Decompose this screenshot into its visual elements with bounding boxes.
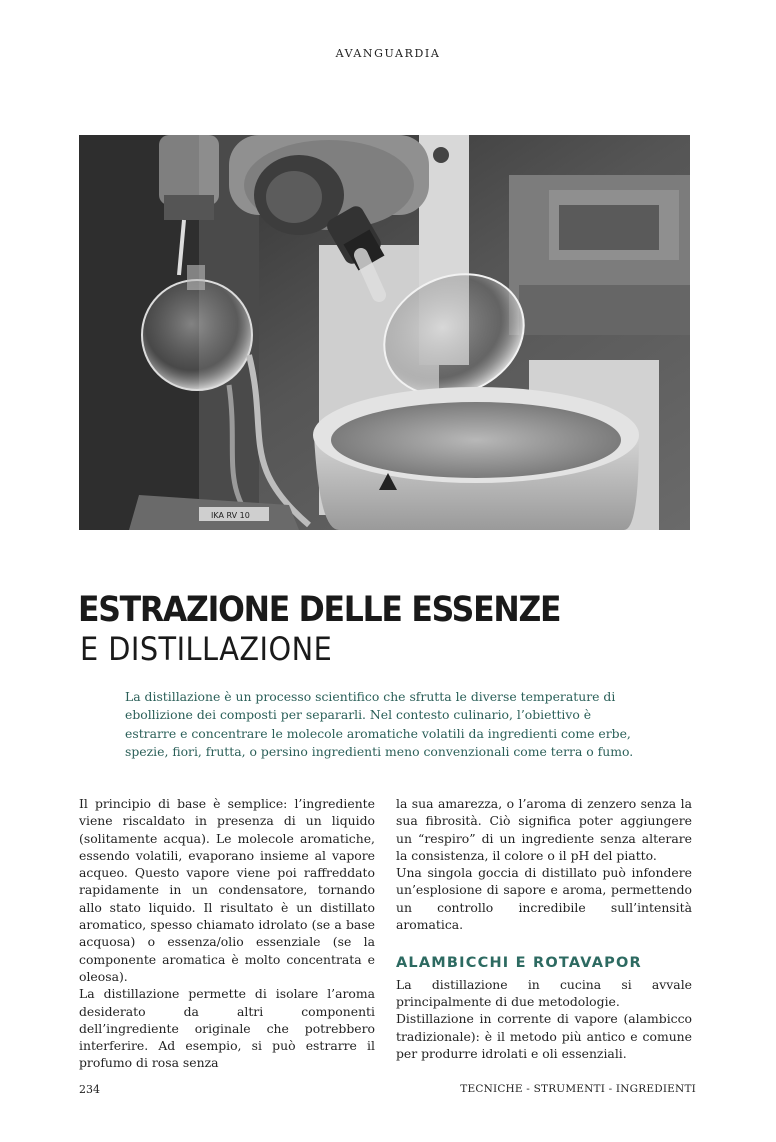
body-paragraph: la sua amarezza, o l’aroma di zenzero senza la sua fibrosità. Ciò significa poter aggiungere un “respiro” di un ingrediente senza alterare la consistenza, il colore o il pH del piatto.: [396, 796, 692, 863]
left-column: [79, 795, 375, 1072]
body-paragraph: Una singola goccia di distillato può infondere un’esplosione di sapore e aroma, permettendo un controllo incredibile sull’intensità aromatica.: [396, 865, 692, 933]
body-paragraph: La distillazione in cucina si avvale principalmente di due metodologie.: [396, 976, 692, 1009]
section-heading: ALAMBICCHI E ROTAVAPOR: [396, 955, 642, 972]
running-head: AVANGUARDIA: [335, 47, 441, 60]
body-paragraph: Distillazione in corrente di vapore (alambicco tradizionale): è il metodo più antico e comune per produrre idrolati e oli essenziali.: [396, 1011, 692, 1061]
body-paragraph: La distillazione permette di isolare l’aroma desiderato da altri componenti dell’ingrediente originale che potrebbero interferire. Ad esempio, si può estrarre il profumo di rosa senza: [79, 986, 375, 1071]
body-paragraph: Il principio di base è semplice: l’ingrediente viene riscaldato in presenza di un liquido (solitamente acqua). Le molecole aromatiche, essendo volatili, evaporano insieme al vapore acqueo. Questo vapore viene poi raffreddato rapidamente in un condensatore, tornando allo stato liquido. Il risultato è un distillato aromatico, spesso chiamato idrolato (se a base acquosa) o essenza/olio essenziale (se la componente aromatica è molto concentrata e oleosa).: [79, 796, 375, 984]
photo-label: IKA RV 10: [211, 511, 250, 520]
article-intro: La distillazione è un processo scientifico che sfrutta le diverse temperature di ebollizione dei composti per separarli. Nel contesto culinario, l’obiettivo è estrarre e concentrare le molecole aromatiche volatili da ingredienti come erbe, spezie, fiori, frutta, o persino ingredienti meno convenzionali come terra o fumo.: [125, 689, 634, 759]
article-subtitle: E DISTILLAZIONE: [80, 630, 333, 668]
page-number: 234: [79, 1083, 100, 1096]
rotary-evaporator-photo: [79, 135, 690, 530]
footer-section-title: TECNICHE - STRUMENTI - INGREDIENTI: [460, 1083, 696, 1095]
right-column: [396, 795, 692, 1062]
article-title: ESTRAZIONE DELLE ESSENZE: [78, 590, 561, 630]
